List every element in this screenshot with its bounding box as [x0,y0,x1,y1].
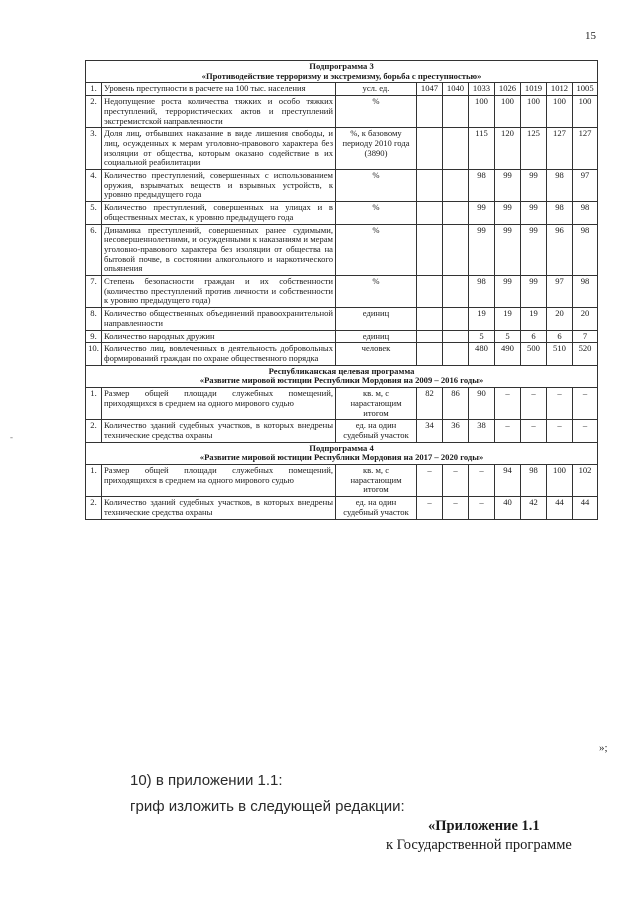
year-value: 100 [469,96,495,128]
table-row [86,388,598,420]
year-value: 98 [547,170,573,202]
row-number: 4. [86,170,102,202]
indicator-name: Количество общественных объединений правоохранительной направленности [102,308,336,330]
unit-of-measure: кв. м, с нарастающим итогом [336,388,417,420]
year-value: 127 [547,128,573,170]
paragraph-item: 10) в приложении 1.1: [130,772,283,789]
year-value: 100 [521,96,547,128]
year-value: 1012 [547,83,573,96]
table-row [86,224,598,276]
row-number: 7. [86,276,102,308]
section-header [86,365,598,387]
indicator-name: Степень безопасности граждан и их собственности (количество преступлений против личности и собственности к уровню предыдущего года) [102,276,336,308]
year-value: 19 [469,308,495,330]
year-value [417,128,443,170]
year-value [417,96,443,128]
year-value: 44 [573,497,598,519]
appendix-subtitle: к Государственной программе [386,837,572,853]
indicator-name: Количество народных дружин [102,330,336,343]
table-row [86,170,598,202]
unit-of-measure: % [336,96,417,128]
table-end-mark: »; [599,742,608,754]
year-value [417,202,443,224]
year-value [417,276,443,308]
year-value: 1047 [417,83,443,96]
stray-mark: - [10,432,13,442]
indicator-name: Количество преступлений, совершенных с использованием оружия, взрывчатых веществ и взрывных устройств, к уровню предыдущего года [102,170,336,202]
year-value: 7 [573,330,598,343]
section-header-cell [86,442,598,464]
unit-of-measure: %, к базовому периоду 2010 года (3890) [336,128,417,170]
year-value [443,96,469,128]
table-row [86,330,598,343]
year-value: 98 [573,202,598,224]
year-value: 480 [469,343,495,365]
year-value [443,128,469,170]
year-value: 36 [443,420,469,442]
year-value: 99 [495,224,521,276]
year-value: – [469,465,495,497]
section-subtitle: «Противодействие терроризму и экстремизму, борьба с преступностью» [201,70,482,81]
year-value [417,343,443,365]
year-value: 125 [521,128,547,170]
table-row [86,202,598,224]
year-value: 6 [547,330,573,343]
row-number: 5. [86,202,102,224]
row-number: 2. [86,96,102,128]
unit-of-measure: % [336,276,417,308]
year-value: 38 [469,420,495,442]
year-value: – [573,388,598,420]
year-value [443,308,469,330]
year-value: 1040 [443,83,469,96]
paragraph-text: гриф изложить в следующей редакции: [130,798,405,815]
unit-of-measure: ед. на один судебный участок [336,497,417,519]
year-value: 94 [495,465,521,497]
row-number: 3. [86,128,102,170]
table-row [86,128,598,170]
unit-of-measure: % [336,170,417,202]
year-value: 96 [547,224,573,276]
unit-of-measure: человек [336,343,417,365]
year-value: 99 [469,224,495,276]
year-value: 99 [495,276,521,308]
year-value: 19 [495,308,521,330]
year-value: 1033 [469,83,495,96]
row-number: 1. [86,83,102,96]
unit-of-measure: единиц [336,330,417,343]
year-value: 97 [573,170,598,202]
year-value: 19 [521,308,547,330]
year-value: 5 [495,330,521,343]
year-value: 98 [547,202,573,224]
year-value: 98 [521,465,547,497]
indicator-name: Доля лиц, отбывших наказание в виде лишения свободы, и лиц, осужденных к мерам уголовно-правового характера без изоляции от общества, которым оказано содействие в их социальной реабилитации [102,128,336,170]
year-value: 127 [573,128,598,170]
unit-of-measure: % [336,224,417,276]
year-value: 98 [573,276,598,308]
section-title: Подпрограмма 4 [309,442,374,453]
year-value: 99 [521,170,547,202]
table-row [86,276,598,308]
indicator-name: Уровень преступности в расчете на 100 тыс. населения [102,83,336,96]
year-value: – [417,465,443,497]
year-value: 100 [573,96,598,128]
indicator-name: Количество преступлений, совершенных на улицах и в общественных местах, к уровню предыдущего года [102,202,336,224]
indicators-table [85,60,598,520]
year-value: 98 [469,276,495,308]
section-title: Республиканская целевая программа [268,365,415,376]
year-value: 82 [417,388,443,420]
year-value: – [417,497,443,519]
year-value: – [521,388,547,420]
year-value: – [495,420,521,442]
indicator-name: Количество лиц, вовлеченных в деятельность добровольных формирований граждан по охране общественного порядка [102,343,336,365]
year-value: – [547,420,573,442]
year-value: 1019 [521,83,547,96]
year-value: 115 [469,128,495,170]
year-value: – [443,497,469,519]
year-value: 520 [573,343,598,365]
indicator-name: Количество зданий судебных участков, в которых внедрены технические средства охраны [102,420,336,442]
year-value [443,202,469,224]
section-header-cell [86,61,598,83]
year-value: 97 [547,276,573,308]
year-value: 510 [547,343,573,365]
year-value: 100 [547,96,573,128]
row-number: 10. [86,343,102,365]
row-number: 6. [86,224,102,276]
year-value [443,276,469,308]
year-value: 20 [573,308,598,330]
section-header [86,61,598,83]
section-subtitle: «Развитие мировой юстиции Республики Мордовия на 2009 – 2016 годы» [199,375,484,386]
year-value: 120 [495,128,521,170]
section-subtitle: «Развитие мировой юстиции Республики Мордовия на 2017 – 2020 годы» [199,452,484,463]
year-value: 1026 [495,83,521,96]
year-value: 6 [521,330,547,343]
unit-of-measure: ед. на один судебный участок [336,420,417,442]
table-row [86,465,598,497]
table-row [86,497,598,519]
year-value: 40 [495,497,521,519]
year-value: – [573,420,598,442]
year-value: 99 [469,202,495,224]
year-value [443,343,469,365]
row-number: 2. [86,420,102,442]
year-value [417,224,443,276]
indicator-name: Размер общей площади служебных помещений, приходящихся в среднем на одного мирового судью [102,465,336,497]
row-number: 1. [86,465,102,497]
year-value: 99 [495,202,521,224]
row-number: 8. [86,308,102,330]
table-row [86,420,598,442]
indicator-name: Недопущение роста количества тяжких и особо тяжких преступлений, террористических актов и преступлений экстремистской направленности [102,96,336,128]
year-value: 5 [469,330,495,343]
unit-of-measure: единиц [336,308,417,330]
year-value: 490 [495,343,521,365]
year-value: – [547,388,573,420]
year-value [417,308,443,330]
table-row [86,83,598,96]
year-value: 99 [521,202,547,224]
unit-of-measure: усл. ед. [336,83,417,96]
row-number: 9. [86,330,102,343]
year-value: 99 [495,170,521,202]
year-value: 99 [521,276,547,308]
unit-of-measure: кв. м, с нарастающим итогом [336,465,417,497]
year-value: – [495,388,521,420]
year-value [443,170,469,202]
year-value: 500 [521,343,547,365]
year-value [443,224,469,276]
year-value: 1005 [573,83,598,96]
year-value: 20 [547,308,573,330]
year-value [417,330,443,343]
section-header-cell [86,365,598,387]
year-value: 98 [469,170,495,202]
year-value: 99 [521,224,547,276]
unit-of-measure: % [336,202,417,224]
year-value: 42 [521,497,547,519]
page-number: 15 [585,30,596,42]
section-header [86,442,598,464]
indicator-name: Размер общей площади служебных помещений, приходящихся в среднем на одного мирового судью [102,388,336,420]
appendix-title: «Приложение 1.1 [428,818,540,834]
row-number: 1. [86,388,102,420]
year-value: 102 [573,465,598,497]
table-row [86,343,598,365]
row-number: 2. [86,497,102,519]
section-title: Подпрограмма 3 [309,61,374,71]
year-value: 100 [547,465,573,497]
table-row [86,308,598,330]
year-value: 34 [417,420,443,442]
indicator-name: Количество зданий судебных участков, в которых внедрены технические средства охраны [102,497,336,519]
indicator-name: Динамика преступлений, совершенных ранее судимыми, несовершеннолетними, и осужденными к наказаниям и мерам уголовно-правового характера без изоляции от общества на бытовой почве, в состоянии алкогольного и наркотического опьянения [102,224,336,276]
year-value: – [469,497,495,519]
year-value: 90 [469,388,495,420]
year-value [443,330,469,343]
year-value: 98 [573,224,598,276]
year-value: 86 [443,388,469,420]
year-value [417,170,443,202]
year-value: – [521,420,547,442]
year-value: 100 [495,96,521,128]
year-value: – [443,465,469,497]
table-row [86,96,598,128]
year-value: 44 [547,497,573,519]
